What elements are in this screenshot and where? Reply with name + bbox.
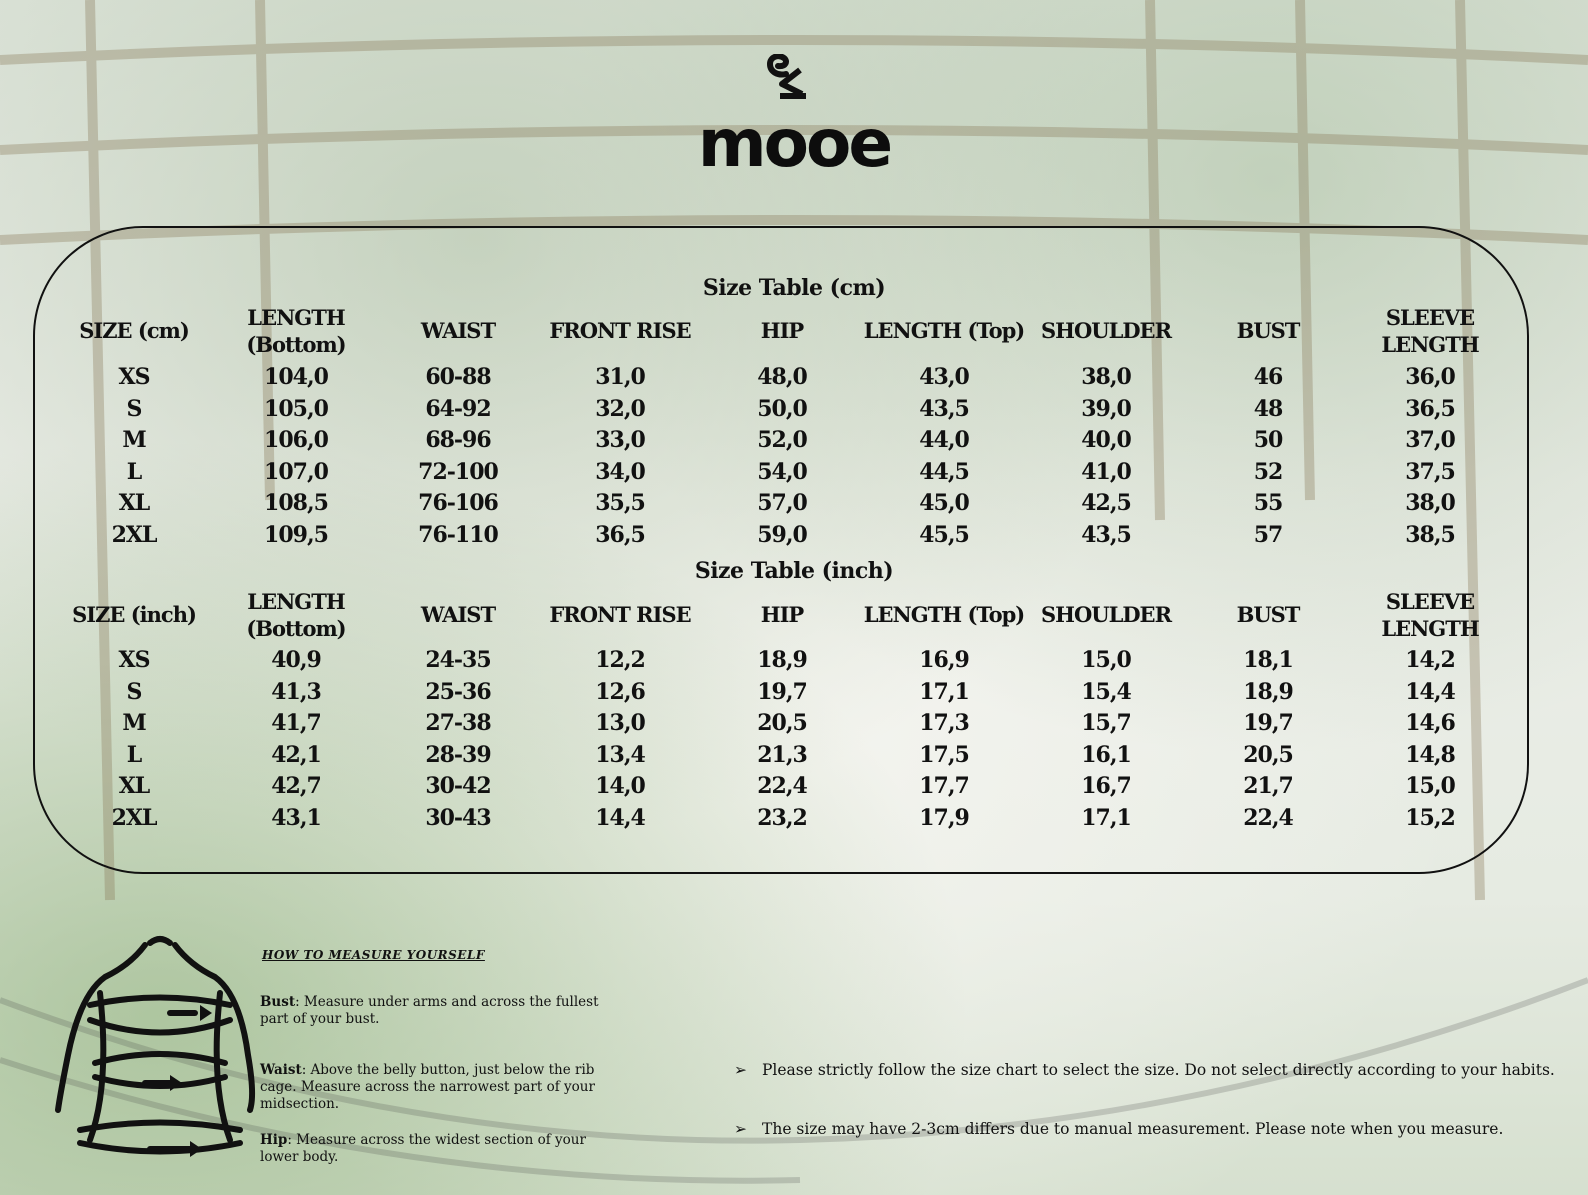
table-cell: 16,9 [919,647,969,673]
size-label-cell: XS [118,647,150,673]
table-cell: 48 [1253,395,1283,422]
table-row [0,490,1588,520]
note-bullet-2 [734,1120,1503,1138]
column-header: SLEEVE LENGTH [1381,305,1479,357]
table-cell: 21,7 [1243,773,1293,800]
table-cell: 14,6 [1405,710,1455,737]
size-label-cell: M [122,427,146,454]
table-row [0,522,1588,552]
column-header: WAIST [420,318,496,343]
size-label-cell: 2XL [111,805,157,831]
table-row [0,647,1588,677]
table-cell: 105,0 [264,395,328,422]
table-cell: 42,7 [271,773,321,800]
table-cell: 57 [1253,522,1283,548]
column-header: SLEEVE LENGTH [1381,589,1479,641]
table-cell: 59,0 [757,522,807,548]
table-cell: 14,8 [1405,741,1455,768]
column-header: FRONT RISE [549,318,691,343]
bust-text: : Measure under arms and across the fullest part of your bust. [260,994,599,1027]
table-cell: 38,0 [1081,364,1131,390]
table-cell: 40,0 [1081,427,1131,454]
table-cell: 60-88 [425,364,491,390]
table-row [0,742,1588,772]
size-label-cell: XS [118,364,150,390]
table-row [0,459,1588,489]
brand-wordmark: mooe [697,105,891,182]
table-cell: 57,0 [757,490,807,517]
table-cell: 18,9 [757,647,807,673]
table-cell: 43,5 [919,395,969,422]
mooe-logo-icon [760,54,810,100]
table-cell: 107,0 [264,458,328,485]
table-cell: 17,9 [919,805,969,831]
table-cell: 15,0 [1405,773,1455,800]
size-table-title: Size Table (inch) [694,558,894,584]
size-label-cell: S [126,678,142,705]
table-cell: 30-42 [425,773,491,800]
size-label-cell: L [126,741,142,768]
how-to-measure-title: HOW TO MEASURE YOURSELF [262,948,485,962]
column-header: SHOULDER [1040,602,1172,627]
bust-note [260,994,620,1028]
table-row [0,396,1588,426]
table-cell: 17,1 [919,678,969,705]
column-header: SHOULDER [1040,318,1172,343]
size-table-header [0,588,1588,641]
table-cell: 38,0 [1405,490,1455,517]
table-cell: 31,0 [595,364,645,390]
table-cell: 36,0 [1405,364,1455,390]
table-row [0,364,1588,394]
table-cell: 35,5 [595,490,645,517]
table-cell: 50,0 [757,395,807,422]
table-cell: 15,7 [1081,710,1131,737]
column-header: LENGTH (Bottom) [246,305,346,357]
hip-label: Hip [260,1132,288,1148]
column-header: FRONT RISE [549,602,691,627]
column-header: LENGTH (Top) [863,318,1025,343]
table-cell: 40,9 [271,647,321,673]
table-cell: 21,3 [757,741,807,768]
table-cell: 42,5 [1081,490,1131,517]
table-cell: 23,2 [757,805,807,831]
table-row [0,710,1588,740]
table-cell: 16,1 [1081,741,1131,768]
table-cell: 55 [1253,490,1283,517]
table-cell: 20,5 [757,710,807,737]
table-row [0,679,1588,709]
table-cell: 37,0 [1405,427,1455,454]
table-cell: 14,4 [1405,678,1455,705]
table-cell: 104,0 [264,364,328,390]
table-cell: 17,1 [1081,805,1131,831]
column-header: HIP [760,602,804,627]
column-header: SIZE (cm) [79,318,189,343]
arrowhead-bullet-icon: ➢ [734,1120,747,1138]
table-cell: 45,0 [919,490,969,517]
table-cell: 41,3 [271,678,321,705]
table-cell: 36,5 [595,522,645,548]
column-header: BUST [1236,602,1300,627]
table-cell: 52,0 [757,427,807,454]
table-cell: 41,0 [1081,458,1131,485]
size-label-cell: XL [118,490,150,517]
waist-text: : Above the belly button, just below the rib cage. Measure across the narrowest part of your midsection. [260,1062,595,1112]
table-cell: 19,7 [1243,710,1293,737]
table-cell: 43,5 [1081,522,1131,548]
waist-note [260,1062,620,1113]
table-row [0,773,1588,803]
column-header: SIZE (inch) [72,602,196,627]
column-header: BUST [1236,318,1300,343]
table-cell: 76-106 [418,490,498,517]
size-label-cell: 2XL [111,522,157,548]
table-cell: 22,4 [1243,805,1293,831]
hip-note [260,1132,620,1166]
table-cell: 64-92 [425,395,491,422]
table-cell: 34,0 [595,458,645,485]
hip-text: : Measure across the widest section of your lower body. [260,1132,586,1165]
table-cell: 30-43 [425,805,491,831]
body-measure-icon [50,935,265,1160]
table-cell: 32,0 [595,395,645,422]
table-cell: 22,4 [757,773,807,800]
table-cell: 42,1 [271,741,321,768]
table-cell: 33,0 [595,427,645,454]
size-label-cell: XL [118,773,150,800]
table-cell: 25-36 [425,678,491,705]
table-cell: 27-38 [425,710,491,737]
size-table-header [0,304,1588,357]
table-cell: 15,0 [1081,647,1131,673]
note-text-1: Please strictly follow the size chart to select the size. Do not select directly according to your habits. [762,1061,1555,1079]
note-bullet-1 [734,1061,1555,1079]
table-cell: 41,7 [271,710,321,737]
arrowhead-bullet-icon: ➢ [734,1061,747,1079]
table-row [0,427,1588,457]
size-label-cell: L [126,458,142,485]
column-header: LENGTH (Top) [863,602,1025,627]
table-cell: 36,5 [1405,395,1455,422]
table-cell: 28-39 [425,741,491,768]
table-cell: 16,7 [1081,773,1131,800]
table-cell: 44,0 [919,427,969,454]
table-cell: 17,7 [919,773,969,800]
table-cell: 17,3 [919,710,969,737]
table-cell: 106,0 [264,427,328,454]
size-label-cell: M [122,710,146,737]
table-cell: 14,4 [595,805,645,831]
table-cell: 18,9 [1243,678,1293,705]
table-cell: 12,6 [595,678,645,705]
table-cell: 43,1 [271,805,321,831]
size-table-title: Size Table (cm) [702,275,886,301]
table-cell: 52 [1253,458,1283,485]
bust-label: Bust [260,994,296,1010]
table-cell: 48,0 [757,364,807,390]
table-cell: 19,7 [757,678,807,705]
table-cell: 12,2 [595,647,645,673]
table-cell: 44,5 [919,458,969,485]
table-cell: 15,4 [1081,678,1131,705]
table-cell: 108,5 [264,490,328,517]
table-cell: 68-96 [425,427,491,454]
table-cell: 13,4 [595,741,645,768]
table-cell: 37,5 [1405,458,1455,485]
table-cell: 109,5 [264,522,328,548]
table-cell: 20,5 [1243,741,1293,768]
waist-label: Waist [260,1062,302,1078]
table-cell: 54,0 [757,458,807,485]
size-label-cell: S [126,395,142,422]
table-cell: 18,1 [1243,647,1293,673]
table-cell: 24-35 [425,647,491,673]
table-cell: 50 [1253,427,1283,454]
table-cell: 17,5 [919,741,969,768]
table-cell: 76-110 [418,522,498,548]
column-header: LENGTH (Bottom) [246,589,346,641]
column-header: HIP [760,318,804,343]
table-cell: 46 [1253,364,1283,390]
column-header: WAIST [420,602,496,627]
table-cell: 43,0 [919,364,969,390]
note-text-2: The size may have 2-3cm differs due to manual measurement. Please note when you measure. [762,1120,1504,1138]
table-cell: 45,5 [919,522,969,548]
table-row [0,805,1588,835]
table-cell: 14,0 [595,773,645,800]
table-cell: 13,0 [595,710,645,737]
table-cell: 72-100 [418,458,498,485]
table-cell: 15,2 [1405,805,1455,831]
table-cell: 38,5 [1405,522,1455,548]
table-cell: 14,2 [1405,647,1455,673]
table-cell: 39,0 [1081,395,1131,422]
